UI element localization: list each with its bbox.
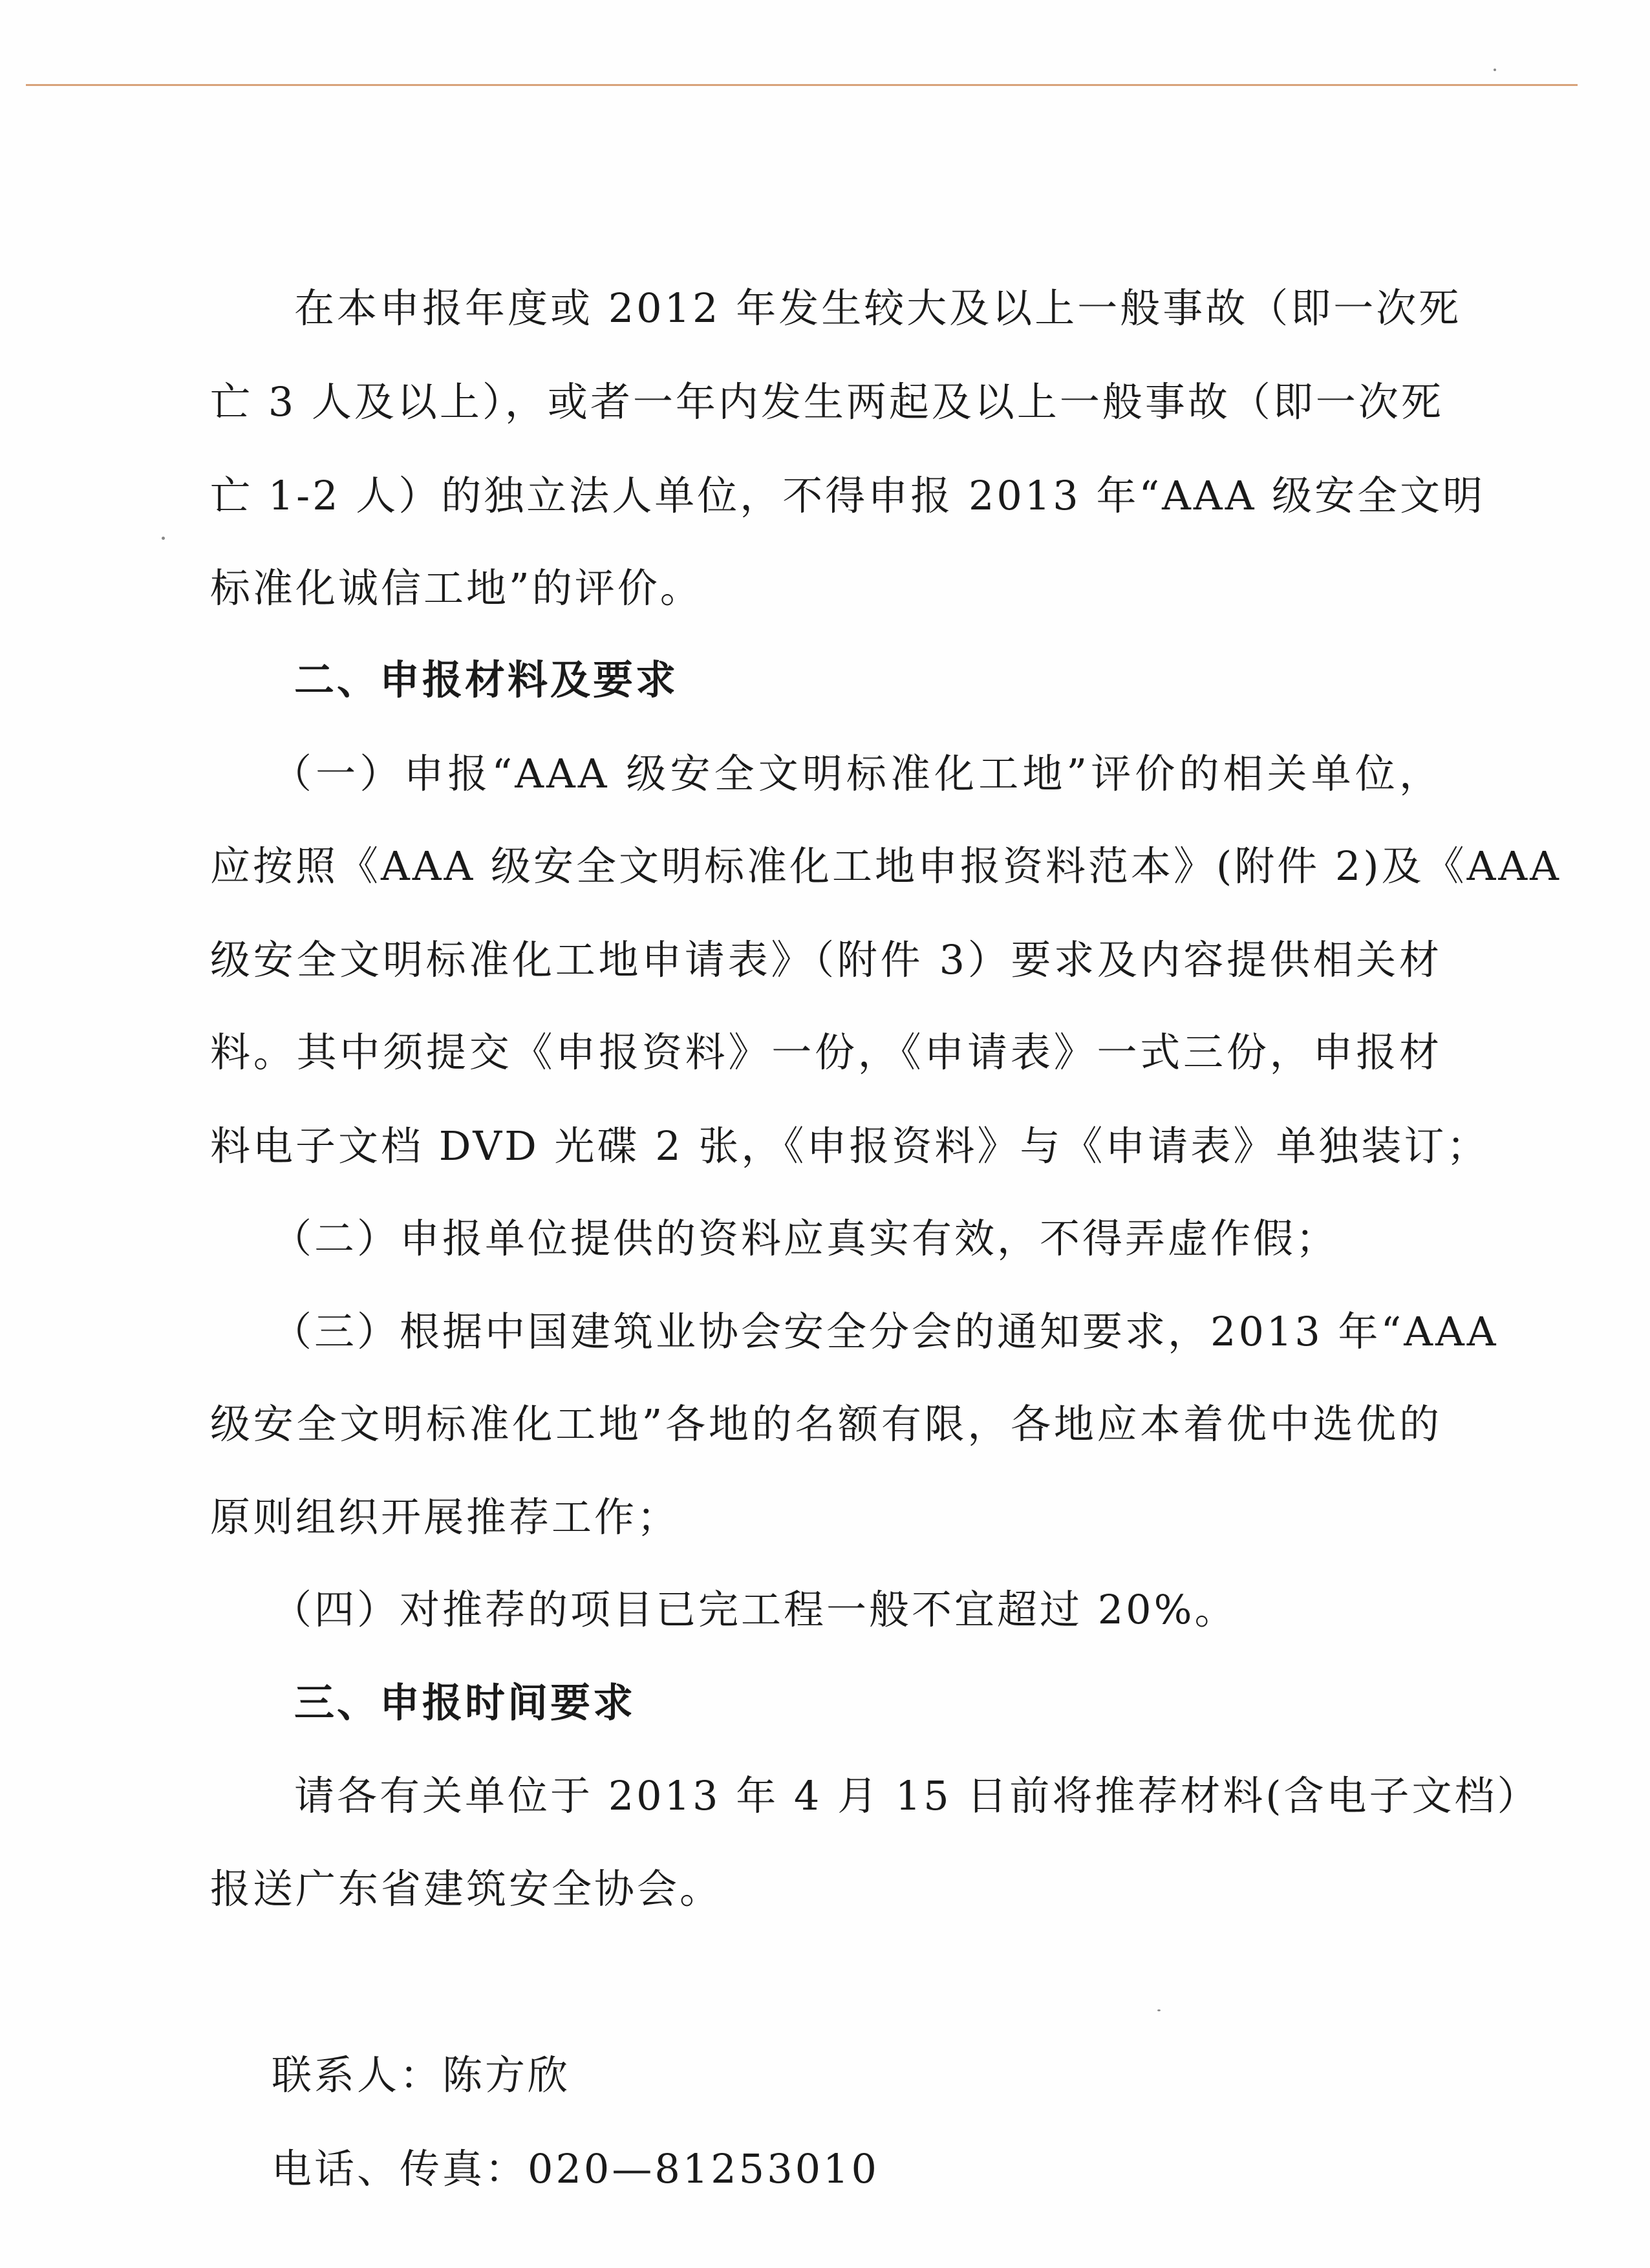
section-3-heading: 三、申报时间要求 (294, 1679, 636, 1726)
item-1-line-3: 级安全文明标准化工地申请表》（附件 3）要求及内容提供相关材 (210, 936, 1442, 983)
contact-person: 联系人：陈方欣 (272, 2051, 571, 2099)
item-2-line: （二）申报单位提供的资料应真实有效，不得弄虚作假； (272, 1215, 1339, 1262)
top-border-line (26, 84, 1578, 86)
paragraph-1-line-4: 标准化诚信工地”的评价。 (210, 564, 703, 612)
scan-speck (1157, 2009, 1161, 2011)
section-2-heading: 二、申报材料及要求 (294, 656, 679, 703)
item-3-line-1: （三）根据中国建筑业协会安全分会的通知要求，2013 年“AAA (272, 1308, 1499, 1355)
section-3-line-1: 请各有关单位于 2013 年 4 月 15 日前将推荐材料(含电子文档） (294, 1772, 1540, 1819)
scan-speck (162, 537, 165, 540)
section-3-line-2: 报送广东省建筑安全协会。 (210, 1865, 723, 1912)
item-1-line-5: 料电子文档 DVD 光碟 2 张，《申报资料》与《申请表》单独装订； (210, 1122, 1490, 1170)
paragraph-1-line-3: 亡 1-2 人）的独立法人单位，不得申报 2013 年“AAA 级安全文明 (210, 472, 1486, 519)
item-1-line-1: （一）申报“AAA 级安全文明标准化工地”评价的相关单位， (272, 750, 1442, 797)
item-1-line-2: 应按照《AAA 级安全文明标准化工地申报资料范本》(附件 2)及《AAA (210, 842, 1561, 890)
item-3-line-2: 级安全文明标准化工地”各地的名额有限，各地应本着优中选优的 (210, 1400, 1442, 1448)
item-1-line-4: 料。其中须提交《申报资料》一份，《申请表》一式三份，申报材 (210, 1029, 1442, 1076)
paragraph-1-line-1: 在本申报年度或 2012 年发生较大及以上一般事故（即一次死 (294, 284, 1462, 332)
paragraph-1-line-2: 亡 3 人及以上），或者一年内发生两起及以上一般事故（即一次死 (210, 378, 1444, 425)
contact-phone-fax: 电话、传真：020—81253010 (272, 2145, 879, 2192)
item-3-line-3: 原则组织开展推荐工作； (210, 1493, 680, 1541)
scan-speck (1494, 69, 1496, 71)
item-4-line: （四）对推荐的项目已完工程一般不宜超过 20%。 (272, 1586, 1238, 1633)
